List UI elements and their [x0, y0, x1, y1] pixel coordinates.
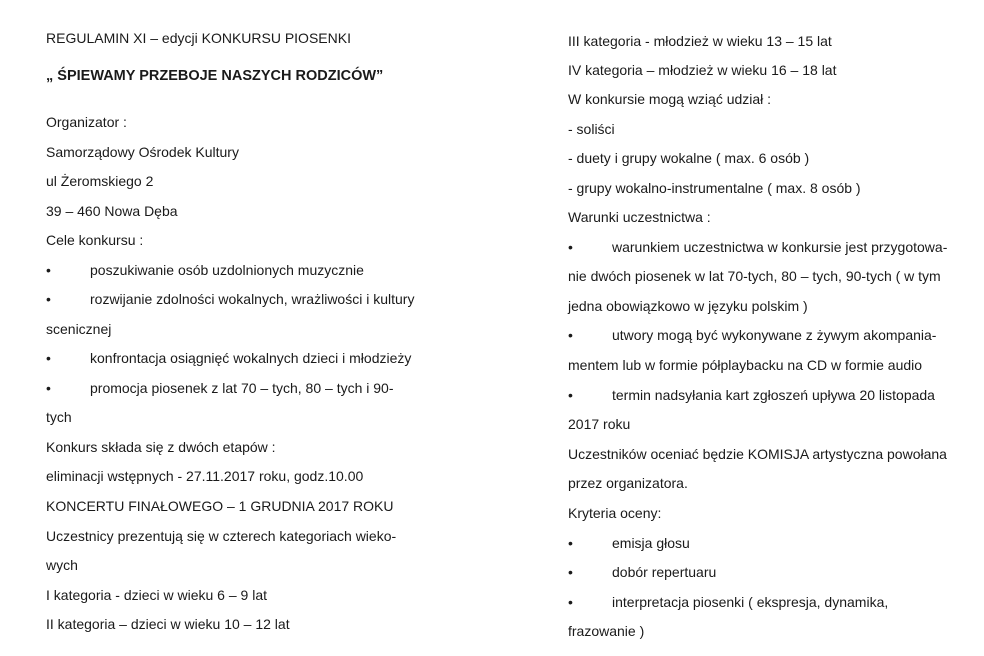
condition-text-continuation: nie dwóch piosenek w lat 70-tych, 80 – tych, 90-tych ( w tym [568, 268, 941, 284]
goal-item [46, 290, 486, 308]
condition-item [568, 326, 974, 344]
bullet-icon: • [568, 239, 573, 255]
condition-text: warunkiem uczestnictwa w konkursie jest przygotowa- [612, 239, 948, 255]
condition-item [568, 238, 974, 256]
stage-final-concert: KONCERTU FINAŁOWEGO – 1 GRUDNIA 2017 ROKU [46, 498, 394, 514]
condition-item [568, 386, 974, 404]
participant-bands: - grupy wokalno-instrumentalne ( max. 8 osób ) [568, 180, 861, 196]
jury-text: Uczestników oceniać będzie KOMISJA artystyczna powołana [568, 446, 947, 462]
bullet-icon: • [46, 380, 51, 396]
jury-text-continuation: przez organizatora. [568, 475, 688, 491]
condition-text-continuation: jedna obowiązkowo w języku polskim ) [568, 298, 808, 314]
bullet-icon: • [568, 327, 573, 343]
organizer-street: ul Żeromskiego 2 [46, 173, 154, 189]
criteria-item [568, 563, 974, 581]
participant-soloists: - soliści [568, 121, 615, 137]
bullet-icon: • [568, 564, 573, 580]
goal-text: poszukiwanie osób uzdolnionych muzycznie [90, 262, 364, 278]
contest-title: „ ŚPIEWAMY PRZEBOJE NASZYCH RODZICÓW” [46, 68, 384, 84]
organizer-city: 39 – 460 Nowa Dęba [46, 203, 178, 219]
condition-text: termin nadsyłania kart zgłoszeń upływa 20 listopada [612, 387, 935, 403]
bullet-icon: • [46, 291, 51, 307]
participants-label: W konkursie mogą wziąć udział : [568, 91, 772, 107]
criteria-text: emisja głosu [612, 535, 690, 551]
criteria-text: interpretacja piosenki ( ekspresja, dynamika, [612, 594, 889, 610]
criteria-text-continuation: frazowanie ) [568, 623, 645, 639]
goals-label: Cele konkursu : [46, 232, 144, 248]
condition-text: utwory mogą być wykonywane z żywym akompania- [612, 327, 937, 343]
criteria-item [568, 593, 974, 611]
stage-eliminations: eliminacji wstępnych - 27.11.2017 roku, godz.10.00 [46, 468, 364, 484]
goal-text-continuation: scenicznej [46, 321, 112, 337]
participant-duets: - duety i grupy wokalne ( max. 6 osób ) [568, 150, 810, 166]
bullet-icon: • [568, 387, 573, 403]
goal-text: konfrontacja osiągnięć wokalnych dzieci i młodzieży [90, 350, 412, 366]
condition-text-continuation: 2017 roku [568, 416, 631, 432]
bullet-icon: • [568, 535, 573, 551]
category-1: I kategoria - dzieci w wieku 6 – 9 lat [46, 587, 267, 603]
bullet-icon: • [46, 350, 51, 366]
document-header: REGULAMIN XI – edycji KONKURSU PIOSENKI [46, 30, 351, 46]
goal-item [46, 349, 486, 367]
criteria-item [568, 534, 974, 552]
goal-item [46, 379, 486, 397]
bullet-icon: • [568, 594, 573, 610]
stages-label: Konkurs składa się z dwóch etapów : [46, 439, 276, 455]
category-2: II kategoria – dzieci w wieku 10 – 12 lat [46, 616, 290, 632]
conditions-label: Warunki uczestnictwa : [568, 209, 711, 225]
criteria-label: Kryteria oceny: [568, 505, 662, 521]
condition-text-continuation: mentem lub w formie półplaybacku na CD w formie audio [568, 357, 923, 373]
categories-intro-continuation: wych [46, 557, 78, 573]
organizer-name: Samorządowy Ośrodek Kultury [46, 144, 239, 160]
goal-item [46, 261, 486, 279]
goal-text: promocja piosenek z lat 70 – tych, 80 – tych i 90- [90, 380, 394, 396]
goal-text: rozwijanie zdolności wokalnych, wrażliwości i kultury [90, 291, 415, 307]
organizer-label: Organizator : [46, 114, 127, 130]
categories-intro: Uczestnicy prezentują się w czterech kategoriach wieko- [46, 528, 397, 544]
goal-text-continuation: tych [46, 409, 72, 425]
criteria-text: dobór repertuaru [612, 564, 717, 580]
bullet-icon: • [46, 262, 51, 278]
category-4: IV kategoria – młodzież w wieku 16 – 18 lat [568, 62, 837, 78]
category-3: III kategoria - młodzież w wieku 13 – 15 lat [568, 33, 832, 49]
